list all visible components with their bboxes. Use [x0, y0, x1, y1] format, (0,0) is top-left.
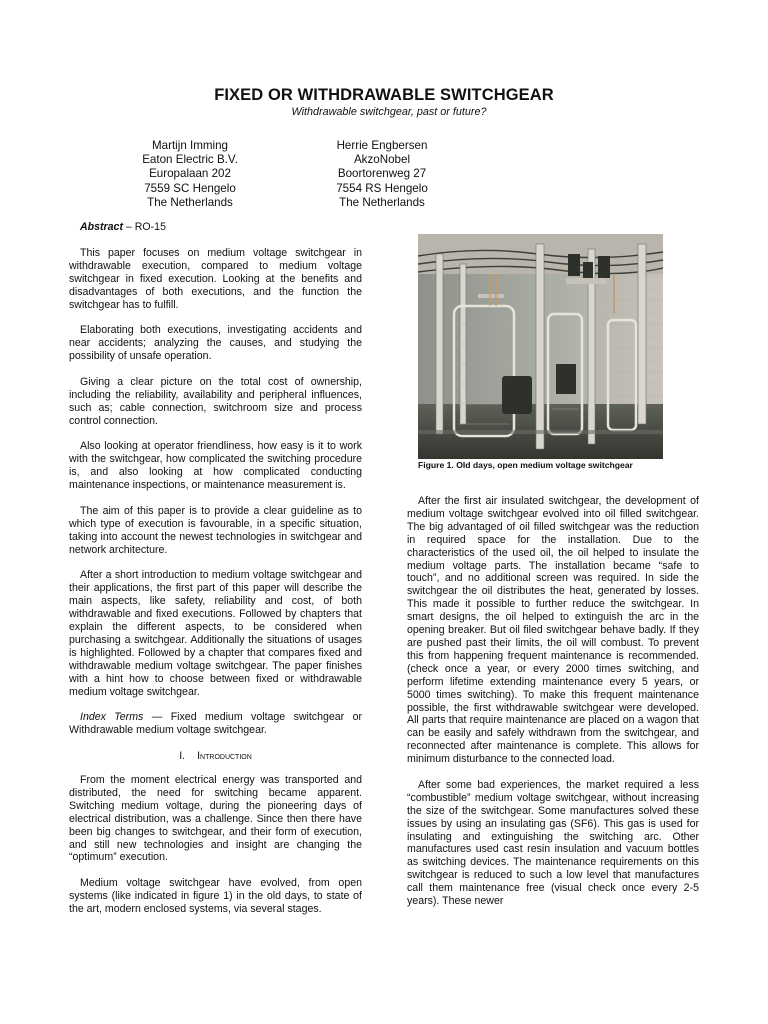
abstract-paragraph: Giving a clear picture on the total cost of ownership, including the reliability, availability and peripheral influences, such as; cable connection, switchroom size and process control connection.	[69, 375, 362, 427]
abstract-label: Abstract	[80, 221, 123, 233]
intro-paragraph: Medium voltage switchgear have evolved, from open systems (like indicated in figure 1) in the old days, to state of the art, modern enclosed systems, via several stages.	[69, 877, 362, 916]
author-name: Martijn Imming	[151, 139, 229, 152]
section-title: Introduction	[197, 750, 252, 763]
abstract-paragraph: After a short introduction to medium voltage switchgear and their applications, the first part of this paper will describe the main aspects, like safety, reliability and cost, of both withdrawable and fixed executions. Followed by chapters that explain the different aspects, to be considered when purchasing a switchgear. Additionally the situations of usages is highlighted. Followed by a chapter that compares fixed and withdrawable medium voltage switchgear. The paper finishes with a hint how to choose between fixed or withdrawable medium voltage switchgear.	[69, 569, 362, 698]
paper-subtitle: Withdrawable switchgear, past or future?	[291, 106, 487, 118]
body-paragraph: After some bad experiences, the market required a less “combustible” medium voltage switchgear, without increasing the size of the switchgear. Some manufactures solved these issues by using an insulating gas (SF6). This gas is used for insulating and extinguishing the switching arc. Other manufactures used cast resin insulation and vacuum bottles as switching devices. The maintenance requirements on this switchgear is reduced to such a low level that manufactures call them maintenance free (visual check once every 2-5 years). These newer	[407, 778, 699, 908]
author-country: The Netherlands	[147, 195, 233, 209]
author-name: Herrie Engbersen	[336, 139, 428, 152]
author-block-2	[282, 139, 482, 210]
index-terms-label: Index Terms	[80, 711, 144, 724]
author-city: 7554 RS Hengelo	[336, 181, 428, 195]
abstract-paragraph: This paper focuses on medium voltage switchgear in withdrawable execution, compared to medium voltage switchgear in fixed execution. Looking at the benefits and disadvantages of both executions, and the function the switchgear has to fulfill.	[69, 246, 362, 311]
index-terms-text: — Fixed medium voltage switchgear or Withdrawable medium voltage switchgear.	[69, 711, 362, 737]
abstract-paragraph: The aim of this paper is to provide a clear guideline as to which type of execution is favourable, in a specific situation, taking into account the newest technologies in switchgear and network architecture.	[69, 504, 362, 556]
body-paragraph: After the first air insulated switchgear, the development of medium voltage switchgear evolved into oil filled switchgear. The big advantaged of oil filled switchgear was the reduction in required space for the installation. Due to the characteristics of the used oil, the oil helped to insulate the medium voltage parts. The installation became “safe to touch”, and no additional screen was required. In side the switchgear the oil distributes the heat, generated by losses. This made it possible to further reduce the switchgear. In smart designs, the oil helped to extinguish the arc in the opening breaker. But oil filed switchgear behave badly. If they are pushed past their limits, the oil will combust. To prevent this from happening frequent maintenance is recommended. (check once a year, or every 2000 times switching, and perform lifetime extending maintenance every 5 years, or 5000 times switching). To make this frequent maintenance possible, the first withdrawable switchgear were developed. All parts that require maintenance are placed on a wagon that can be easily and safely withdrawn from the switchgear, and reconnected after maintenance is complete. This allows for minimum disturbance to the connected load.	[407, 495, 699, 766]
author-city: 7559 SC Hengelo	[144, 181, 236, 195]
abstract-heading	[69, 221, 362, 234]
author-country: The Netherlands	[339, 195, 425, 209]
left-column	[69, 221, 362, 929]
paper-title: FIXED OR WITHDRAWABLE SWITCHGEAR	[214, 86, 554, 104]
author-street: Europalaan 202	[149, 167, 231, 181]
author-block-1	[90, 139, 290, 210]
intro-paragraph: From the moment electrical energy was transported and distributed, the need for switching became apparent. Switching medium voltage, during the pioneering days of electrical distribution, was a challenge. Since then there have been big changes to switchgear, and their form of execution, and still new technologies and insight are changing the “optimum” execution.	[69, 774, 362, 864]
right-column	[407, 495, 699, 921]
index-terms	[69, 711, 362, 737]
abstract-paragraph: Also looking at operator friendliness, how easy is it to work with the switchgear, how complicated the switching procedure is, and also looking at how complicated conducting maintenance inspections, or maintenance measurement is.	[69, 440, 362, 492]
abstract-code: – RO-15	[122, 221, 166, 233]
author-street: Boortorenweg 27	[337, 167, 427, 181]
author-organization: AkzoNobel	[353, 153, 411, 167]
switchgear-photo	[418, 234, 663, 459]
section-heading	[69, 750, 362, 763]
author-organization: Eaton Electric B.V.	[142, 153, 238, 167]
figure-caption: Figure 1. Old days, open medium voltage switchgear	[418, 460, 633, 470]
abstract-paragraph: Elaborating both executions, investigating accidents and near accidents; analyzing the causes, and studying the possibility of unsafe operation.	[69, 324, 362, 363]
section-number: I.	[179, 750, 186, 763]
